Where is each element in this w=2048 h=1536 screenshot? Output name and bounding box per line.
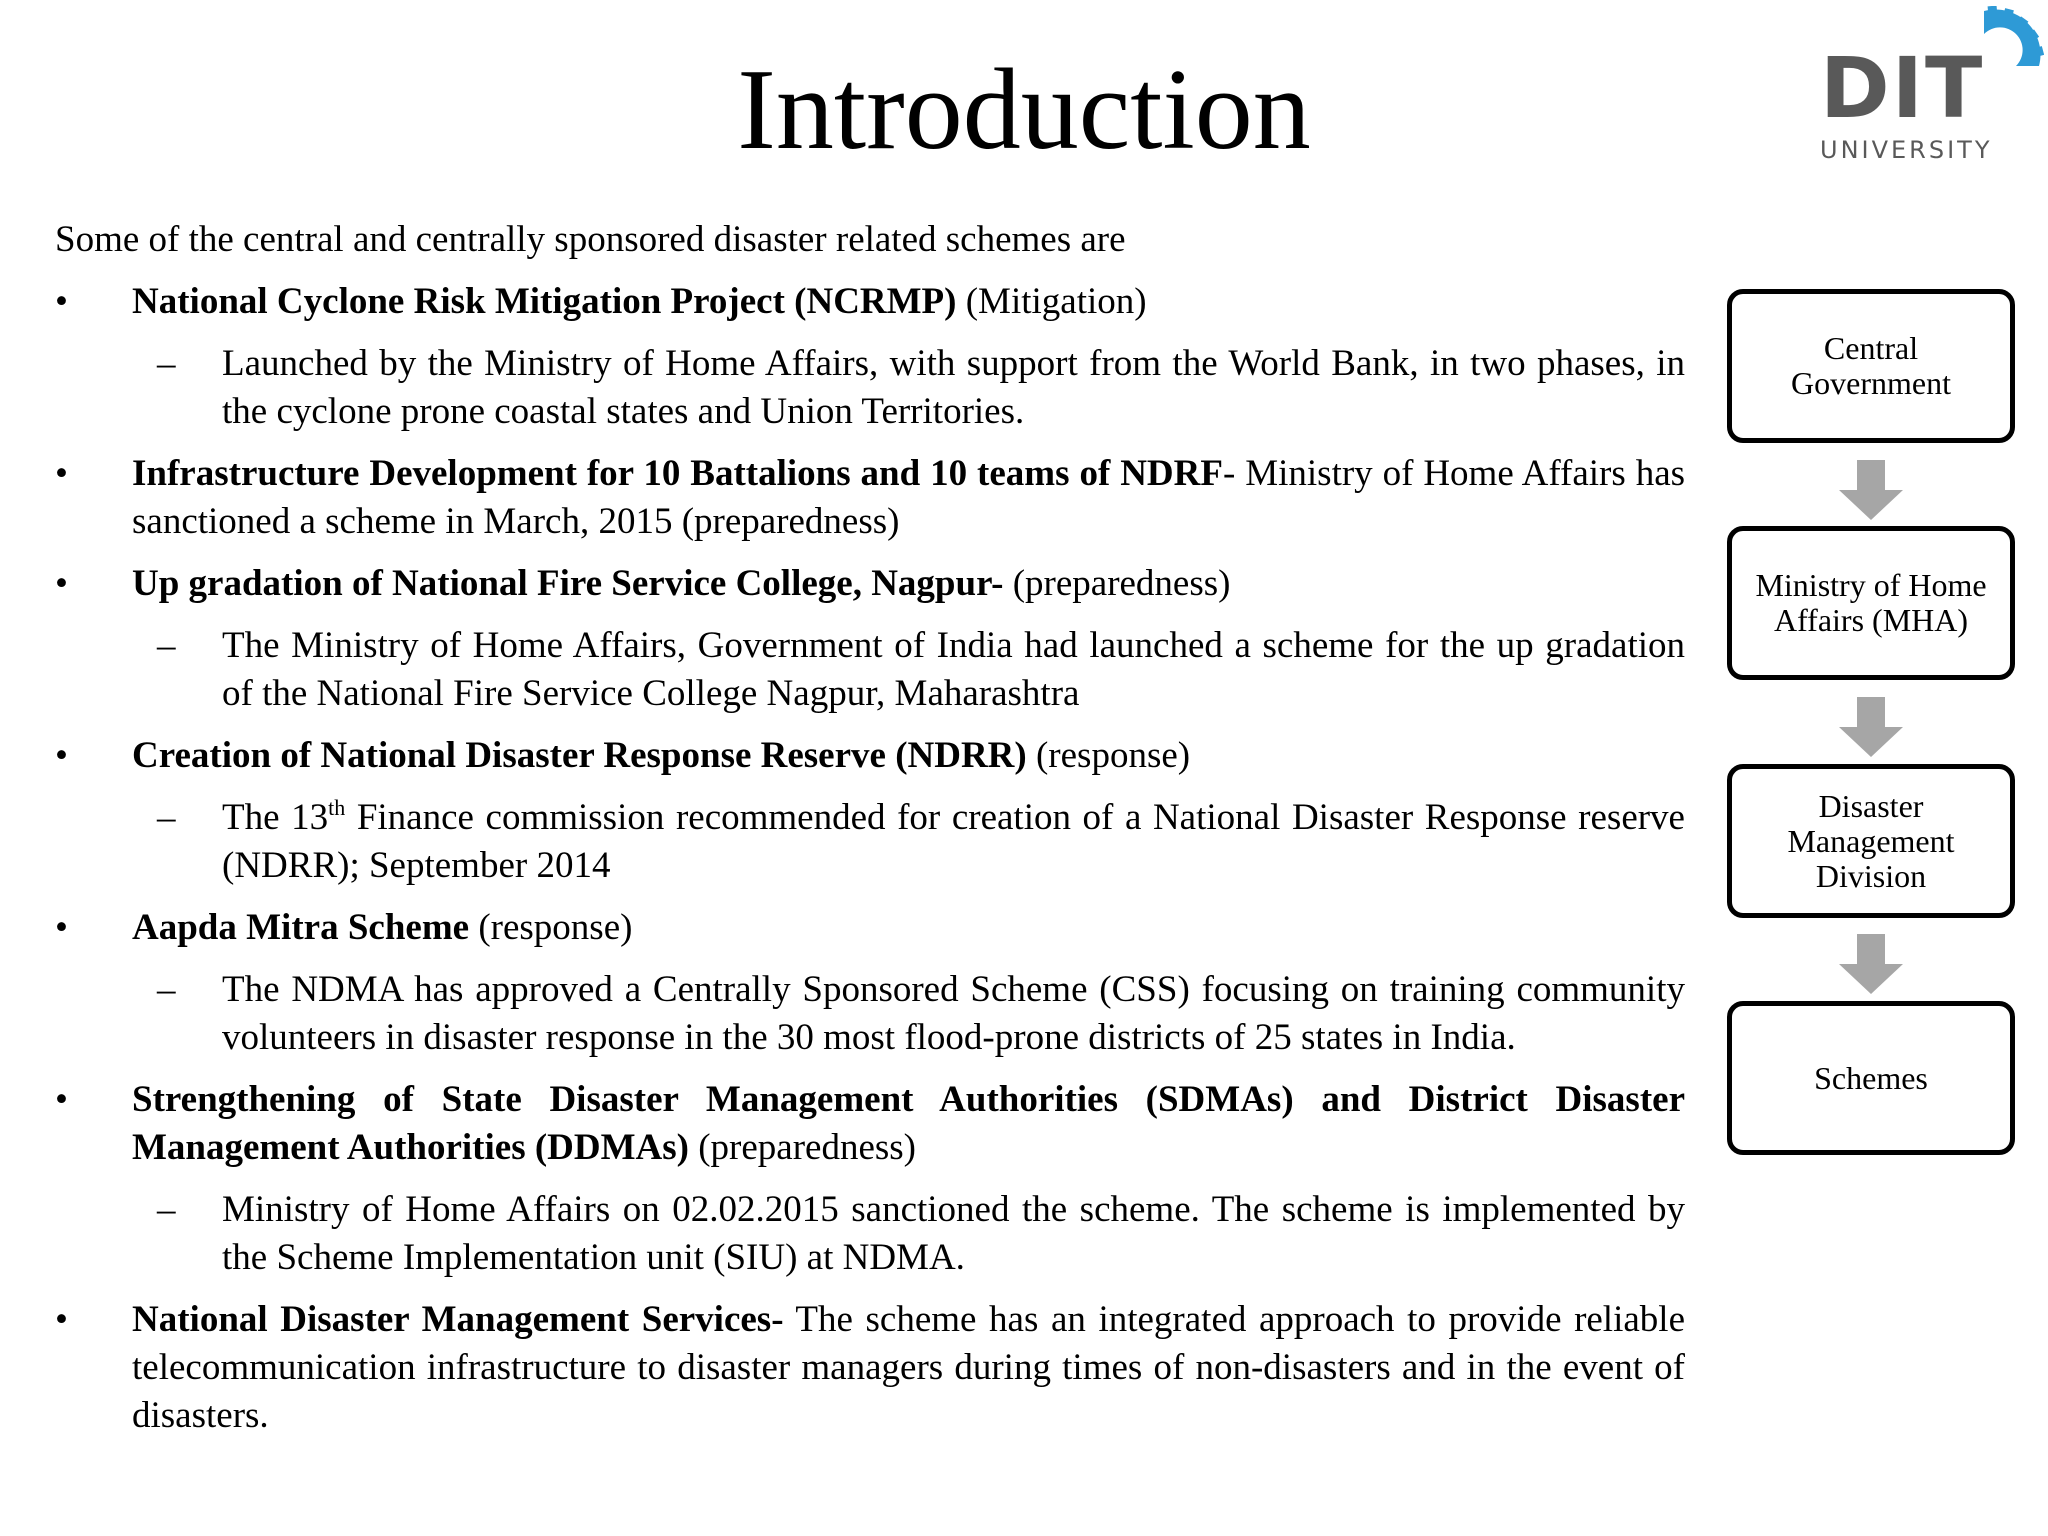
bullet-text: (preparedness) [1003, 563, 1231, 604]
sub-text: The NDMA has approved a Centrally Sponsored Scheme (CSS) focusing on training community volunteers in disaster response in the 30 most flood-prone districts of 25 states in India. [222, 969, 1685, 1058]
intro-text: Some of the central and centrally sponsored disaster related schemes are [55, 219, 1126, 260]
bullet-heading: Infrastructure Development for 10 Battalions and 10 teams of NDRF [132, 453, 1223, 494]
bullet-text: The scheme has an integrated approach to provide reliable telecommunication infrastructure to disaster managers during times of non-disasters and in the event of disasters. [132, 1299, 1685, 1436]
down-arrow-icon [1839, 697, 1903, 757]
logo-university-text: UNIVERSITY [1820, 136, 1993, 164]
bullet-heading: Strengthening of State Disaster Management Authorities (SDMAs) and District Disaster Management Authorities (DDMAs) [132, 1079, 1685, 1168]
bullet-mark: • [55, 563, 68, 604]
bullet-mark: • [55, 735, 68, 776]
bullet-ncrmp [55, 278, 1685, 326]
bullet-fire-college [55, 560, 1685, 608]
bullet-heading: National Disaster Management Services- [132, 1299, 784, 1340]
bullet-heading: Up gradation of National Fire Service College, Nagpur- [132, 563, 1004, 604]
bullet-mark: • [55, 1079, 68, 1120]
sub-item-ncrmp [55, 340, 1685, 436]
sub-item-aapda-mitra [55, 966, 1685, 1062]
sub-mark: – [157, 797, 176, 838]
sub-text-pre: The 13 [222, 797, 329, 838]
logo-dit-text: DIT [1820, 39, 1985, 137]
flow-box-disaster-management-division: Disaster Management Division [1727, 764, 2015, 918]
down-arrow-icon [1839, 460, 1903, 520]
bullet-ndms [55, 1296, 1685, 1440]
bullet-mark: • [55, 453, 68, 494]
bullet-sdma-ddma [55, 1076, 1685, 1172]
sub-text-superscript: th [328, 795, 346, 820]
bullet-text: (preparedness) [688, 1127, 917, 1168]
flow-box-central-government: Central Government [1727, 289, 2015, 443]
sub-mark: – [157, 625, 176, 666]
bullet-heading: Creation of National Disaster Response Reserve (NDRR) [132, 735, 1027, 776]
flow-box-mha: Ministry of Home Affairs (MHA) [1727, 526, 2015, 680]
bullet-ndrf [55, 450, 1685, 546]
sub-mark: – [157, 1189, 176, 1230]
bullet-text: (Mitigation) [956, 281, 1147, 322]
sub-text-post: Finance commission recommended for creation of a National Disaster Response reserve (NDRR); September 2014 [222, 797, 1685, 886]
sub-mark: – [157, 969, 176, 1010]
sub-text: Launched by the Ministry of Home Affairs, with support from the World Bank, in two phases, in the cyclone prone coastal states and Union Territories. [222, 343, 1685, 432]
down-arrow-icon [1839, 934, 1903, 994]
sub-mark: – [157, 343, 176, 384]
flow-box-schemes: Schemes [1727, 1001, 2015, 1155]
dit-university-logo [1812, 6, 2046, 166]
bullet-heading: National Cyclone Risk Mitigation Project (NCRMP) [132, 281, 957, 322]
sub-text: The Ministry of Home Affairs, Government of India had launched a scheme for the up gradation of the National Fire Service College Nagpur, Maharashtra [222, 625, 1685, 714]
slide-title: Introduction [737, 46, 1311, 174]
bullet-aapda-mitra [55, 904, 1685, 952]
bullet-text: (response) [1026, 735, 1191, 776]
bullet-text: (response) [469, 907, 633, 948]
sub-item-fire-college [55, 622, 1685, 718]
bullet-mark: • [55, 281, 68, 322]
bullet-mark: • [55, 907, 68, 948]
bullet-ndrr [55, 732, 1685, 780]
bullet-mark: • [55, 1299, 68, 1340]
bullet-heading: Aapda Mitra Scheme [132, 907, 470, 948]
bullet-text: - Ministry of Home Affairs has sanctioned a scheme in March, 2015 (preparedness) [132, 453, 1686, 542]
slide-content [55, 216, 1685, 1454]
sub-item-sdma-ddma [55, 1186, 1685, 1282]
sub-text: Ministry of Home Affairs on 02.02.2015 sanctioned the scheme. The scheme is implemented by the Scheme Implementation unit (SIU) at NDMA. [222, 1189, 1685, 1278]
sub-item-ndrr [55, 794, 1685, 890]
